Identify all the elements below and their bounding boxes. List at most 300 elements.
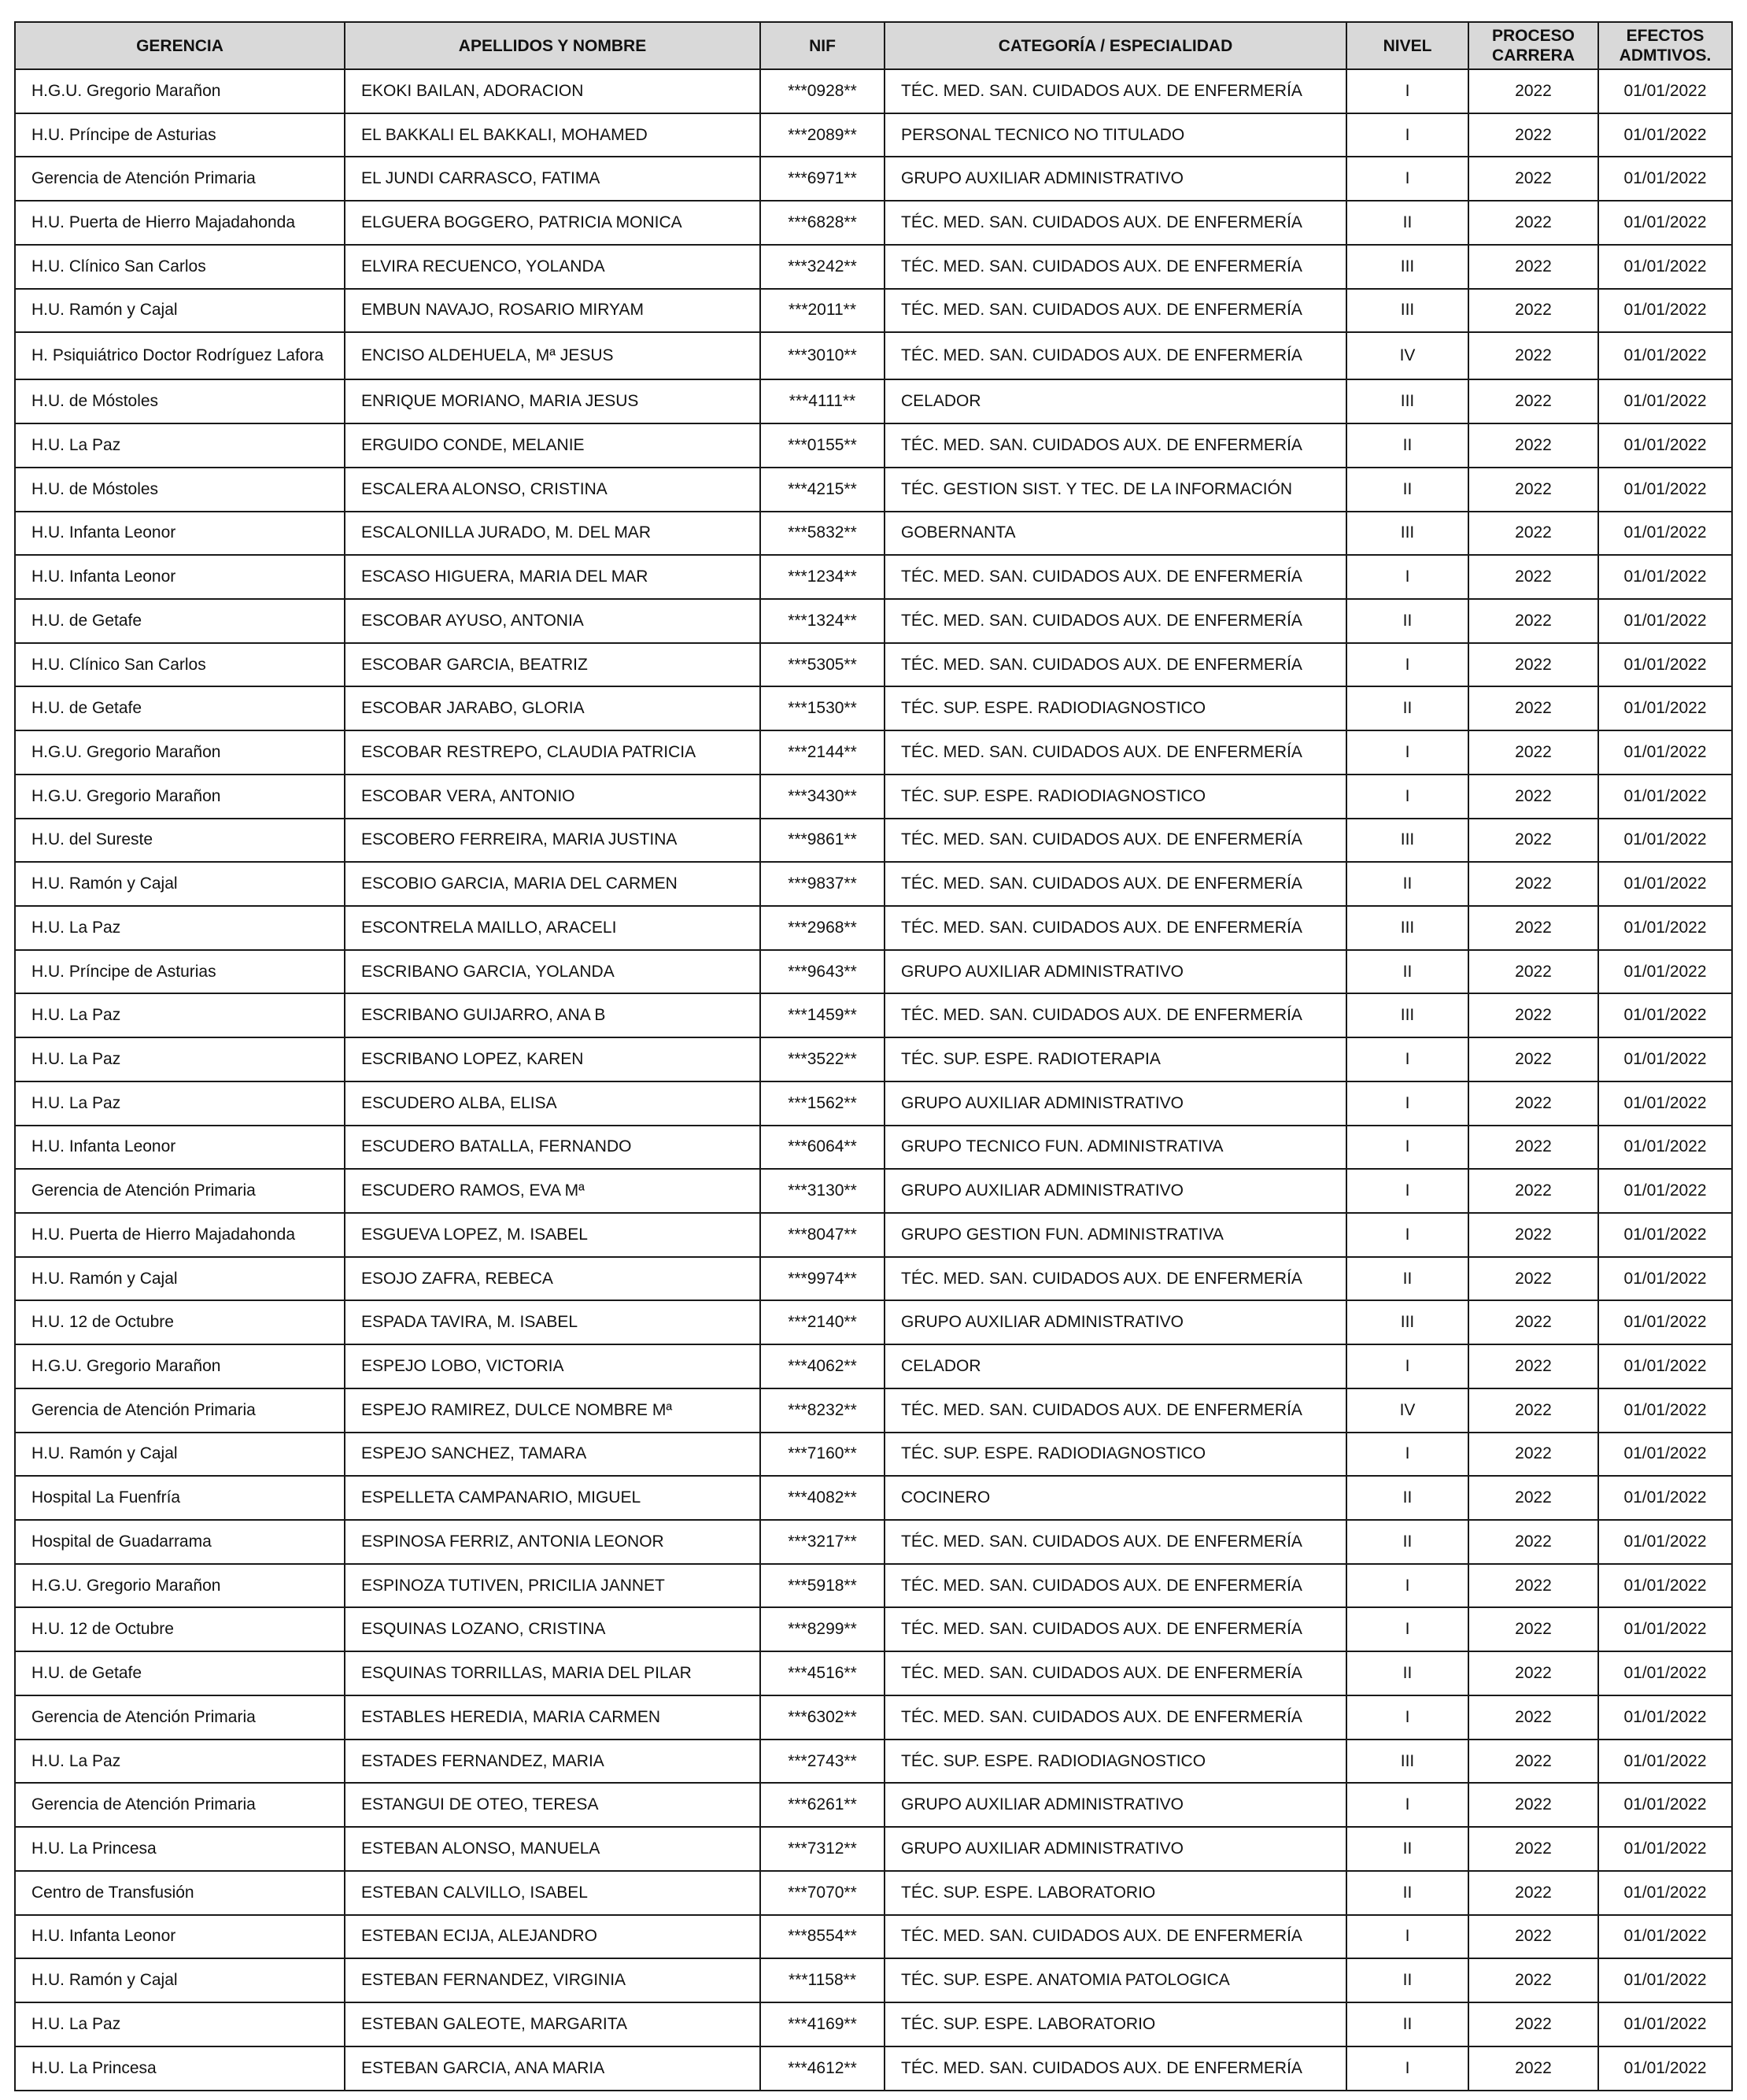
- cell-categoria: TÉC. MED. SAN. CUIDADOS AUX. DE ENFERMERÍA: [885, 1520, 1346, 1564]
- cell-gerencia: H.U. de Móstoles: [15, 379, 345, 423]
- table-row: [15, 1476, 1732, 1520]
- cell-gerencia: H.U. de Getafe: [15, 599, 345, 643]
- cell-nif: ***2743**: [760, 1740, 885, 1784]
- table-row: [15, 113, 1732, 157]
- cell-categoria: GRUPO AUXILIAR ADMINISTRATIVO: [885, 1300, 1346, 1344]
- cell-nombre: ESCUDERO ALBA, ELISA: [345, 1081, 760, 1126]
- cell-nivel: I: [1346, 1564, 1468, 1608]
- cell-gerencia: H.G.U. Gregorio Marañon: [15, 1344, 345, 1388]
- cell-nombre: ESCOBAR AYUSO, ANTONIA: [345, 599, 760, 643]
- table-row: [15, 1827, 1732, 1871]
- cell-nombre: ESCOBAR JARABO, GLORIA: [345, 686, 760, 730]
- cell-efectos: 01/01/2022: [1598, 1651, 1732, 1695]
- cell-nombre: ESPELLETA CAMPANARIO, MIGUEL: [345, 1476, 760, 1520]
- table-row: [15, 245, 1732, 289]
- table-row: [15, 1126, 1732, 1170]
- table-row: [15, 1520, 1732, 1564]
- cell-gerencia: H.U. 12 de Octubre: [15, 1300, 345, 1344]
- cell-nif: ***4612**: [760, 2046, 885, 2091]
- cell-proceso: 2022: [1468, 1300, 1598, 1344]
- cell-nif: ***4215**: [760, 468, 885, 512]
- cell-nombre: ESTANGUI DE OTEO, TERESA: [345, 1783, 760, 1827]
- cell-efectos: 01/01/2022: [1598, 245, 1732, 289]
- cell-gerencia: H.U. La Princesa: [15, 1827, 345, 1871]
- table-row: [15, 69, 1732, 113]
- cell-nivel: I: [1346, 1433, 1468, 1477]
- cell-nif: ***2968**: [760, 906, 885, 950]
- cell-nombre: EL BAKKALI EL BAKKALI, MOHAMED: [345, 113, 760, 157]
- cell-nivel: III: [1346, 1740, 1468, 1784]
- cell-nivel: II: [1346, 1958, 1468, 2002]
- cell-nombre: ESPINOSA FERRIZ, ANTONIA LEONOR: [345, 1520, 760, 1564]
- cell-categoria: GOBERNANTA: [885, 512, 1346, 556]
- table-row: [15, 512, 1732, 556]
- cell-gerencia: H. Psiquiátrico Doctor Rodríguez Lafora: [15, 332, 345, 379]
- cell-nif: ***8299**: [760, 1607, 885, 1651]
- cell-nivel: I: [1346, 730, 1468, 775]
- cell-nivel: IV: [1346, 1388, 1468, 1433]
- table-row: [15, 1344, 1732, 1388]
- cell-nivel: III: [1346, 245, 1468, 289]
- cell-efectos: 01/01/2022: [1598, 1433, 1732, 1477]
- cell-nif: ***2011**: [760, 289, 885, 333]
- table-row: [15, 1915, 1732, 1959]
- cell-nombre: ESPINOZA TUTIVEN, PRICILIA JANNET: [345, 1564, 760, 1608]
- cell-nivel: I: [1346, 157, 1468, 201]
- cell-proceso: 2022: [1468, 69, 1598, 113]
- cell-nombre: ESCOBERO FERREIRA, MARIA JUSTINA: [345, 819, 760, 863]
- cell-efectos: 01/01/2022: [1598, 1037, 1732, 1081]
- cell-proceso: 2022: [1468, 1037, 1598, 1081]
- cell-proceso: 2022: [1468, 512, 1598, 556]
- cell-nombre: ESCRIBANO GUIJARRO, ANA B: [345, 993, 760, 1037]
- cell-nivel: IV: [1346, 332, 1468, 379]
- cell-proceso: 2022: [1468, 2002, 1598, 2046]
- cell-nif: ***9861**: [760, 819, 885, 863]
- cell-categoria: GRUPO GESTION FUN. ADMINISTRATIVA: [885, 1213, 1346, 1257]
- cell-nombre: ESCOBAR GARCIA, BEATRIZ: [345, 643, 760, 687]
- cell-nombre: ESCOBIO GARCIA, MARIA DEL CARMEN: [345, 862, 760, 906]
- cell-proceso: 2022: [1468, 245, 1598, 289]
- cell-gerencia: Gerencia de Atención Primaria: [15, 1388, 345, 1433]
- cell-categoria: TÉC. MED. SAN. CUIDADOS AUX. DE ENFERMERÍA: [885, 245, 1346, 289]
- cell-efectos: 01/01/2022: [1598, 2046, 1732, 2091]
- cell-nif: ***9643**: [760, 950, 885, 994]
- cell-gerencia: H.U. Príncipe de Asturias: [15, 950, 345, 994]
- cell-efectos: 01/01/2022: [1598, 993, 1732, 1037]
- cell-gerencia: Gerencia de Atención Primaria: [15, 1695, 345, 1740]
- cell-nif: ***5305**: [760, 643, 885, 687]
- table-row: [15, 1695, 1732, 1740]
- cell-nivel: III: [1346, 906, 1468, 950]
- cell-nif: ***4111**: [760, 379, 885, 423]
- cell-proceso: 2022: [1468, 819, 1598, 863]
- table-row: [15, 599, 1732, 643]
- cell-gerencia: H.U. Ramón y Cajal: [15, 1433, 345, 1477]
- cell-gerencia: H.U. Infanta Leonor: [15, 555, 345, 599]
- table-row: [15, 643, 1732, 687]
- cell-proceso: 2022: [1468, 993, 1598, 1037]
- cell-nif: ***3010**: [760, 332, 885, 379]
- cell-efectos: 01/01/2022: [1598, 1871, 1732, 1915]
- table-row: [15, 730, 1732, 775]
- cell-proceso: 2022: [1468, 1740, 1598, 1784]
- cell-gerencia: H.U. Infanta Leonor: [15, 1915, 345, 1959]
- table-row: [15, 1300, 1732, 1344]
- cell-nombre: ESCONTRELA MAILLO, ARACELI: [345, 906, 760, 950]
- cell-nombre: ESCRIBANO GARCIA, YOLANDA: [345, 950, 760, 994]
- cell-proceso: 2022: [1468, 775, 1598, 819]
- cell-gerencia: H.U. La Paz: [15, 1037, 345, 1081]
- cell-nivel: II: [1346, 468, 1468, 512]
- cell-gerencia: H.G.U. Gregorio Marañon: [15, 775, 345, 819]
- cell-categoria: TÉC. MED. SAN. CUIDADOS AUX. DE ENFERMERÍA: [885, 201, 1346, 245]
- cell-gerencia: H.U. La Paz: [15, 906, 345, 950]
- cell-categoria: TÉC. GESTION SIST. Y TEC. DE LA INFORMACIÓN: [885, 468, 1346, 512]
- cell-gerencia: H.U. de Getafe: [15, 1651, 345, 1695]
- table-row: [15, 1388, 1732, 1433]
- cell-nivel: II: [1346, 686, 1468, 730]
- cell-nombre: ESCASO HIGUERA, MARIA DEL MAR: [345, 555, 760, 599]
- cell-proceso: 2022: [1468, 950, 1598, 994]
- cell-efectos: 01/01/2022: [1598, 69, 1732, 113]
- cell-proceso: 2022: [1468, 1695, 1598, 1740]
- cell-nif: ***6064**: [760, 1126, 885, 1170]
- cell-nivel: II: [1346, 201, 1468, 245]
- cell-categoria: CELADOR: [885, 379, 1346, 423]
- header-categoria: CATEGORÍA / ESPECIALIDAD: [885, 22, 1346, 69]
- cell-efectos: 01/01/2022: [1598, 862, 1732, 906]
- cell-nombre: ESCALONILLA JURADO, M. DEL MAR: [345, 512, 760, 556]
- table-row: [15, 332, 1732, 379]
- cell-categoria: TÉC. SUP. ESPE. LABORATORIO: [885, 1871, 1346, 1915]
- cell-proceso: 2022: [1468, 686, 1598, 730]
- cell-nivel: I: [1346, 1126, 1468, 1170]
- cell-efectos: 01/01/2022: [1598, 730, 1732, 775]
- cell-nombre: ESCOBAR VERA, ANTONIO: [345, 775, 760, 819]
- cell-efectos: 01/01/2022: [1598, 686, 1732, 730]
- cell-categoria: TÉC. MED. SAN. CUIDADOS AUX. DE ENFERMERÍA: [885, 69, 1346, 113]
- cell-efectos: 01/01/2022: [1598, 113, 1732, 157]
- cell-nivel: I: [1346, 69, 1468, 113]
- cell-nombre: ESTEBAN GARCIA, ANA MARIA: [345, 2046, 760, 2091]
- table-row: [15, 2046, 1732, 2091]
- cell-nombre: ESTADES FERNANDEZ, MARIA: [345, 1740, 760, 1784]
- cell-nivel: I: [1346, 1081, 1468, 1126]
- header-nombre: APELLIDOS Y NOMBRE: [345, 22, 760, 69]
- cell-gerencia: H.U. Príncipe de Asturias: [15, 113, 345, 157]
- cell-efectos: 01/01/2022: [1598, 1827, 1732, 1871]
- cell-nivel: I: [1346, 775, 1468, 819]
- cell-nombre: ESPADA TAVIRA, M. ISABEL: [345, 1300, 760, 1344]
- cell-categoria: TÉC. SUP. ESPE. ANATOMIA PATOLOGICA: [885, 1958, 1346, 2002]
- cell-categoria: TÉC. SUP. ESPE. RADIODIAGNOSTICO: [885, 1433, 1346, 1477]
- cell-proceso: 2022: [1468, 555, 1598, 599]
- cell-nombre: ESCRIBANO LOPEZ, KAREN: [345, 1037, 760, 1081]
- cell-categoria: TÉC. MED. SAN. CUIDADOS AUX. DE ENFERMERÍA: [885, 599, 1346, 643]
- table-row: [15, 1037, 1732, 1081]
- cell-efectos: 01/01/2022: [1598, 1126, 1732, 1170]
- cell-nivel: III: [1346, 819, 1468, 863]
- cell-nombre: ESGUEVA LOPEZ, M. ISABEL: [345, 1213, 760, 1257]
- cell-nif: ***9837**: [760, 862, 885, 906]
- cell-nif: ***1459**: [760, 993, 885, 1037]
- cell-nivel: III: [1346, 512, 1468, 556]
- table-row: [15, 2002, 1732, 2046]
- table-row: [15, 950, 1732, 994]
- cell-nif: ***4062**: [760, 1344, 885, 1388]
- cell-gerencia: Gerencia de Atención Primaria: [15, 157, 345, 201]
- cell-nombre: ESOJO ZAFRA, REBECA: [345, 1257, 760, 1301]
- table-row: [15, 157, 1732, 201]
- cell-efectos: 01/01/2022: [1598, 423, 1732, 468]
- cell-gerencia: H.G.U. Gregorio Marañon: [15, 69, 345, 113]
- header-efectos: EFECTOS ADMTIVOS.: [1598, 22, 1732, 69]
- cell-nombre: ESCUDERO RAMOS, EVA Mª: [345, 1169, 760, 1213]
- table-row: [15, 289, 1732, 333]
- cell-efectos: 01/01/2022: [1598, 1081, 1732, 1126]
- cell-nif: ***6302**: [760, 1695, 885, 1740]
- cell-nombre: ESPEJO RAMIREZ, DULCE NOMBRE Mª: [345, 1388, 760, 1433]
- table-row: [15, 201, 1732, 245]
- cell-proceso: 2022: [1468, 1564, 1598, 1608]
- cell-gerencia: H.U. Ramón y Cajal: [15, 862, 345, 906]
- header-nivel: NIVEL: [1346, 22, 1468, 69]
- table-row: [15, 1783, 1732, 1827]
- cell-nif: ***2089**: [760, 113, 885, 157]
- table-row: [15, 1433, 1732, 1477]
- cell-nif: ***7312**: [760, 1827, 885, 1871]
- cell-nombre: ESCOBAR RESTREPO, CLAUDIA PATRICIA: [345, 730, 760, 775]
- cell-nivel: I: [1346, 1915, 1468, 1959]
- cell-efectos: 01/01/2022: [1598, 468, 1732, 512]
- cell-nif: ***2140**: [760, 1300, 885, 1344]
- cell-efectos: 01/01/2022: [1598, 379, 1732, 423]
- cell-categoria: TÉC. MED. SAN. CUIDADOS AUX. DE ENFERMERÍA: [885, 1915, 1346, 1959]
- cell-nivel: II: [1346, 599, 1468, 643]
- cell-proceso: 2022: [1468, 1651, 1598, 1695]
- cell-efectos: 01/01/2022: [1598, 2002, 1732, 2046]
- cell-gerencia: H.U. Puerta de Hierro Majadahonda: [15, 1213, 345, 1257]
- cell-categoria: TÉC. MED. SAN. CUIDADOS AUX. DE ENFERMERÍA: [885, 332, 1346, 379]
- cell-efectos: 01/01/2022: [1598, 201, 1732, 245]
- cell-efectos: 01/01/2022: [1598, 1300, 1732, 1344]
- cell-nif: ***6971**: [760, 157, 885, 201]
- cell-categoria: TÉC. SUP. ESPE. RADIODIAGNOSTICO: [885, 1740, 1346, 1784]
- cell-nif: ***3430**: [760, 775, 885, 819]
- cell-nivel: II: [1346, 1871, 1468, 1915]
- cell-categoria: TÉC. MED. SAN. CUIDADOS AUX. DE ENFERMERÍA: [885, 1695, 1346, 1740]
- cell-proceso: 2022: [1468, 599, 1598, 643]
- cell-categoria: TÉC. MED. SAN. CUIDADOS AUX. DE ENFERMERÍA: [885, 906, 1346, 950]
- table-row: [15, 1740, 1732, 1784]
- cell-efectos: 01/01/2022: [1598, 332, 1732, 379]
- cell-proceso: 2022: [1468, 1520, 1598, 1564]
- cell-proceso: 2022: [1468, 2046, 1598, 2091]
- cell-nivel: II: [1346, 2002, 1468, 2046]
- cell-gerencia: Hospital La Fuenfría: [15, 1476, 345, 1520]
- cell-gerencia: H.U. Ramón y Cajal: [15, 289, 345, 333]
- cell-gerencia: H.U. La Paz: [15, 1740, 345, 1784]
- cell-proceso: 2022: [1468, 1915, 1598, 1959]
- cell-categoria: TÉC. SUP. ESPE. RADIODIAGNOSTICO: [885, 686, 1346, 730]
- cell-categoria: TÉC. MED. SAN. CUIDADOS AUX. DE ENFERMERÍA: [885, 1257, 1346, 1301]
- document-page: [14, 21, 1731, 2091]
- cell-proceso: 2022: [1468, 468, 1598, 512]
- cell-nif: ***3130**: [760, 1169, 885, 1213]
- cell-categoria: TÉC. MED. SAN. CUIDADOS AUX. DE ENFERMERÍA: [885, 1564, 1346, 1608]
- cell-gerencia: H.U. Clínico San Carlos: [15, 245, 345, 289]
- cell-efectos: 01/01/2022: [1598, 1695, 1732, 1740]
- cell-proceso: 2022: [1468, 730, 1598, 775]
- cell-efectos: 01/01/2022: [1598, 643, 1732, 687]
- personnel-table: [14, 21, 1733, 2091]
- cell-nif: ***1562**: [760, 1081, 885, 1126]
- cell-proceso: 2022: [1468, 1433, 1598, 1477]
- cell-categoria: TÉC. SUP. ESPE. RADIODIAGNOSTICO: [885, 775, 1346, 819]
- cell-nif: ***4082**: [760, 1476, 885, 1520]
- cell-efectos: 01/01/2022: [1598, 950, 1732, 994]
- cell-categoria: TÉC. MED. SAN. CUIDADOS AUX. DE ENFERMERÍA: [885, 643, 1346, 687]
- cell-gerencia: H.U. La Princesa: [15, 2046, 345, 2091]
- table-row: [15, 1564, 1732, 1608]
- table-row: [15, 906, 1732, 950]
- cell-efectos: 01/01/2022: [1598, 1169, 1732, 1213]
- cell-nivel: II: [1346, 1651, 1468, 1695]
- cell-efectos: 01/01/2022: [1598, 1740, 1732, 1784]
- cell-proceso: 2022: [1468, 1257, 1598, 1301]
- cell-nivel: I: [1346, 113, 1468, 157]
- cell-gerencia: H.U. del Sureste: [15, 819, 345, 863]
- cell-nombre: ESTEBAN ECIJA, ALEJANDRO: [345, 1915, 760, 1959]
- cell-efectos: 01/01/2022: [1598, 906, 1732, 950]
- cell-nif: ***2144**: [760, 730, 885, 775]
- cell-nombre: ELVIRA RECUENCO, YOLANDA: [345, 245, 760, 289]
- table-row: [15, 1607, 1732, 1651]
- cell-nivel: II: [1346, 1827, 1468, 1871]
- cell-gerencia: H.U. 12 de Octubre: [15, 1607, 345, 1651]
- table-row: [15, 555, 1732, 599]
- cell-proceso: 2022: [1468, 1476, 1598, 1520]
- table-row: [15, 1871, 1732, 1915]
- header-nif: NIF: [760, 22, 885, 69]
- cell-proceso: 2022: [1468, 1958, 1598, 2002]
- cell-gerencia: H.U. de Móstoles: [15, 468, 345, 512]
- table-row: [15, 862, 1732, 906]
- cell-categoria: TÉC. MED. SAN. CUIDADOS AUX. DE ENFERMERÍA: [885, 1388, 1346, 1433]
- cell-nivel: I: [1346, 555, 1468, 599]
- cell-categoria: GRUPO TECNICO FUN. ADMINISTRATIVA: [885, 1126, 1346, 1170]
- table-row: [15, 993, 1732, 1037]
- cell-categoria: PERSONAL TECNICO NO TITULADO: [885, 113, 1346, 157]
- cell-categoria: GRUPO AUXILIAR ADMINISTRATIVO: [885, 1081, 1346, 1126]
- cell-proceso: 2022: [1468, 1169, 1598, 1213]
- cell-efectos: 01/01/2022: [1598, 1915, 1732, 1959]
- cell-nombre: ESPEJO SANCHEZ, TAMARA: [345, 1433, 760, 1477]
- cell-nif: ***3217**: [760, 1520, 885, 1564]
- cell-efectos: 01/01/2022: [1598, 1476, 1732, 1520]
- cell-nif: ***6261**: [760, 1783, 885, 1827]
- cell-nivel: III: [1346, 993, 1468, 1037]
- cell-categoria: GRUPO AUXILIAR ADMINISTRATIVO: [885, 1827, 1346, 1871]
- cell-nif: ***4169**: [760, 2002, 885, 2046]
- cell-proceso: 2022: [1468, 1827, 1598, 1871]
- cell-efectos: 01/01/2022: [1598, 1520, 1732, 1564]
- cell-nif: ***9974**: [760, 1257, 885, 1301]
- table-row: [15, 1257, 1732, 1301]
- cell-nif: ***3522**: [760, 1037, 885, 1081]
- cell-nombre: ERGUIDO CONDE, MELANIE: [345, 423, 760, 468]
- cell-gerencia: H.U. Clínico San Carlos: [15, 643, 345, 687]
- cell-nombre: ESTEBAN CALVILLO, ISABEL: [345, 1871, 760, 1915]
- cell-nivel: II: [1346, 1257, 1468, 1301]
- cell-nif: ***7070**: [760, 1871, 885, 1915]
- cell-categoria: TÉC. MED. SAN. CUIDADOS AUX. DE ENFERMERÍA: [885, 819, 1346, 863]
- cell-efectos: 01/01/2022: [1598, 1257, 1732, 1301]
- cell-efectos: 01/01/2022: [1598, 289, 1732, 333]
- cell-nivel: I: [1346, 1344, 1468, 1388]
- cell-nivel: II: [1346, 950, 1468, 994]
- cell-categoria: TÉC. MED. SAN. CUIDADOS AUX. DE ENFERMERÍA: [885, 555, 1346, 599]
- cell-gerencia: H.U. Ramón y Cajal: [15, 1257, 345, 1301]
- cell-nif: ***8232**: [760, 1388, 885, 1433]
- cell-efectos: 01/01/2022: [1598, 1213, 1732, 1257]
- cell-gerencia: H.U. La Paz: [15, 2002, 345, 2046]
- cell-gerencia: H.U. de Getafe: [15, 686, 345, 730]
- cell-categoria: CELADOR: [885, 1344, 1346, 1388]
- cell-gerencia: H.U. Puerta de Hierro Majadahonda: [15, 201, 345, 245]
- cell-nif: ***6828**: [760, 201, 885, 245]
- table-row: [15, 379, 1732, 423]
- table-row: [15, 468, 1732, 512]
- cell-proceso: 2022: [1468, 289, 1598, 333]
- cell-nif: ***1158**: [760, 1958, 885, 2002]
- cell-efectos: 01/01/2022: [1598, 555, 1732, 599]
- cell-nif: ***7160**: [760, 1433, 885, 1477]
- cell-efectos: 01/01/2022: [1598, 599, 1732, 643]
- cell-nivel: I: [1346, 2046, 1468, 2091]
- table-row: [15, 686, 1732, 730]
- cell-nivel: I: [1346, 643, 1468, 687]
- cell-proceso: 2022: [1468, 862, 1598, 906]
- cell-categoria: GRUPO AUXILIAR ADMINISTRATIVO: [885, 1783, 1346, 1827]
- cell-proceso: 2022: [1468, 1213, 1598, 1257]
- cell-gerencia: Hospital de Guadarrama: [15, 1520, 345, 1564]
- cell-efectos: 01/01/2022: [1598, 775, 1732, 819]
- cell-nombre: ELGUERA BOGGERO, PATRICIA MONICA: [345, 201, 760, 245]
- cell-nombre: ESTEBAN ALONSO, MANUELA: [345, 1827, 760, 1871]
- cell-nombre: EKOKI BAILAN, ADORACION: [345, 69, 760, 113]
- cell-nivel: I: [1346, 1213, 1468, 1257]
- cell-nivel: II: [1346, 862, 1468, 906]
- cell-nombre: ESCUDERO BATALLA, FERNANDO: [345, 1126, 760, 1170]
- cell-gerencia: Gerencia de Atención Primaria: [15, 1783, 345, 1827]
- cell-nombre: EMBUN NAVAJO, ROSARIO MIRYAM: [345, 289, 760, 333]
- cell-proceso: 2022: [1468, 1344, 1598, 1388]
- cell-nombre: ENRIQUE MORIANO, MARIA JESUS: [345, 379, 760, 423]
- table-row: [15, 1169, 1732, 1213]
- cell-categoria: TÉC. MED. SAN. CUIDADOS AUX. DE ENFERMERÍA: [885, 862, 1346, 906]
- cell-proceso: 2022: [1468, 1081, 1598, 1126]
- cell-proceso: 2022: [1468, 113, 1598, 157]
- cell-efectos: 01/01/2022: [1598, 1958, 1732, 2002]
- cell-efectos: 01/01/2022: [1598, 1344, 1732, 1388]
- cell-nivel: III: [1346, 289, 1468, 333]
- cell-nif: ***8047**: [760, 1213, 885, 1257]
- cell-efectos: 01/01/2022: [1598, 819, 1732, 863]
- cell-nivel: I: [1346, 1169, 1468, 1213]
- cell-nif: ***4516**: [760, 1651, 885, 1695]
